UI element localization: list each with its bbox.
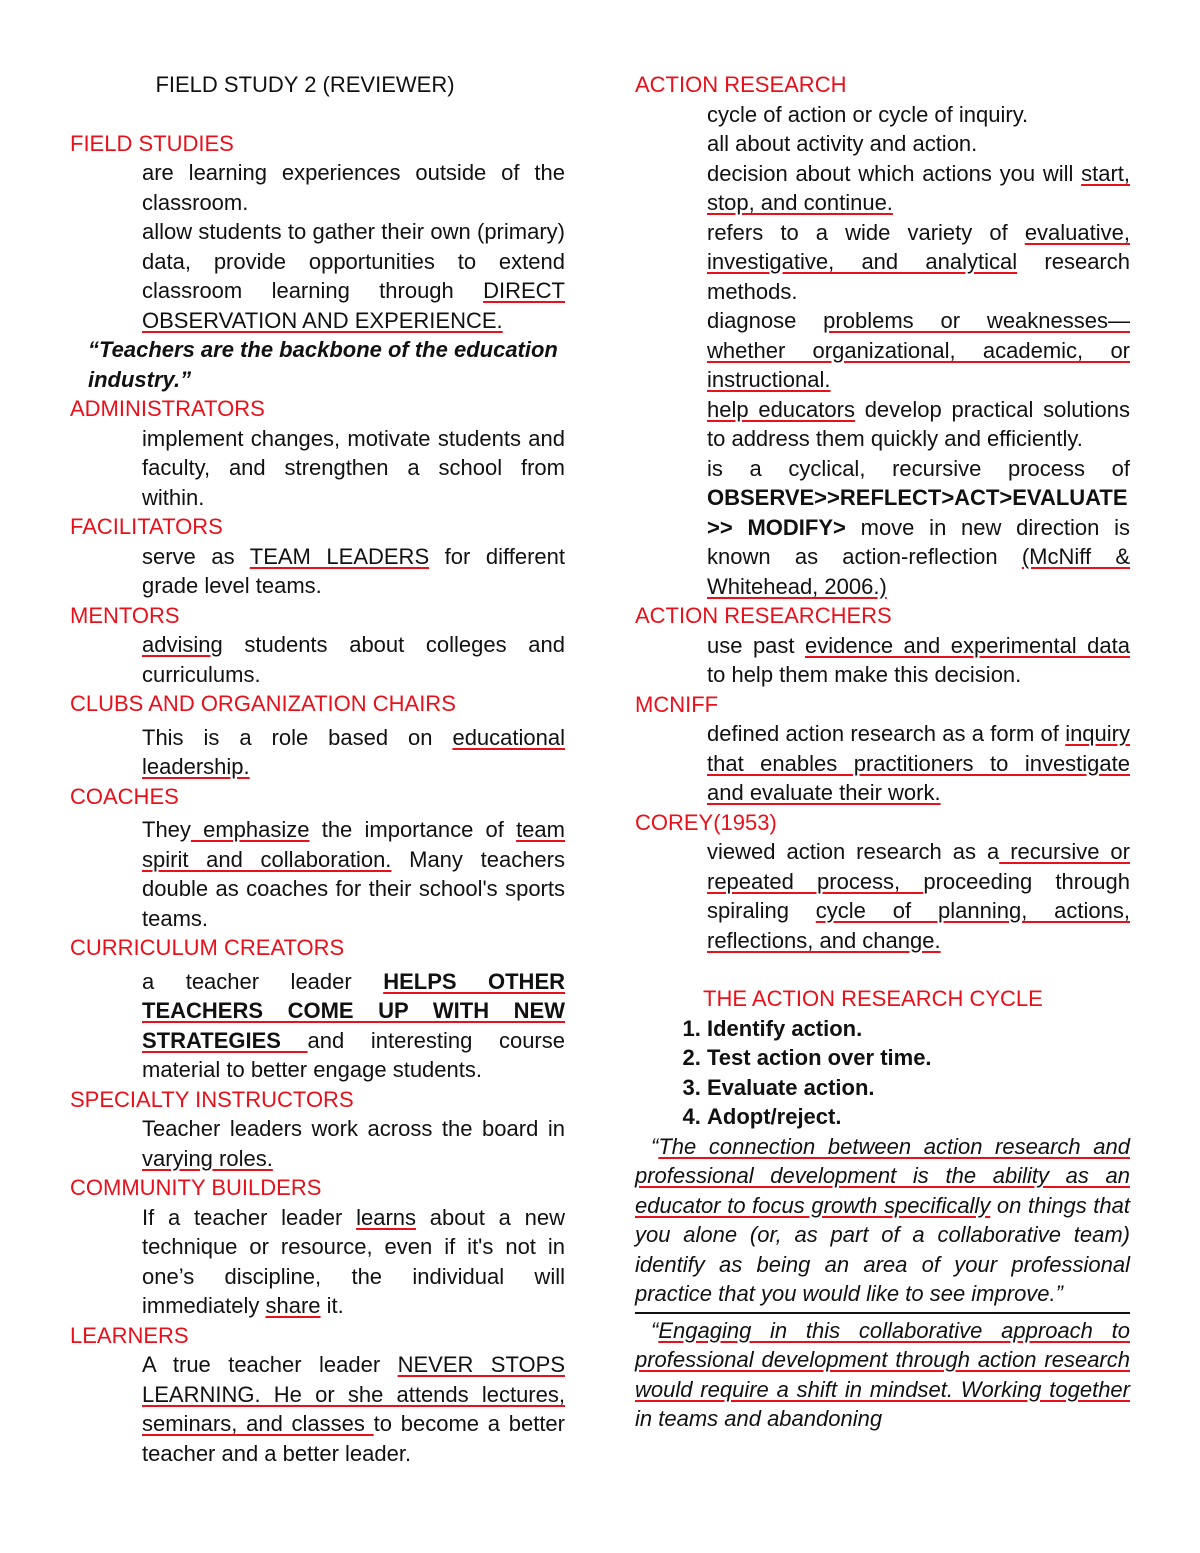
- community-text: If a teacher leader learns about a new technique or resource, even if it's not in one’s discipline, the individual will immediately share it.: [142, 1204, 566, 1318]
- mcniff-text: defined action research as a form of inquiry that enables practitioners to investigate and evaluate their work.: [707, 721, 1130, 805]
- heading-mentors: MENTORS: [70, 602, 180, 628]
- facilitators-text: serve as TEAM LEADERS for different grade level teams.: [142, 543, 565, 598]
- heading-clubs: CLUBS AND ORGANIZATION CHAIRS: [70, 691, 456, 716]
- action-research-l6: help educators develop practical solutions to address them quickly and efficiently.: [707, 396, 1130, 451]
- field-studies-p2: allow students to gather their own (primary) data, provide opportunities to extend classroom learning through DIRECT OBSERVATION AND EXPERIENCE.: [142, 219, 565, 333]
- learners-text: A true teacher leader NEVER STOPS LEARNING. He or she attends lectures, seminars, and classes to become a better teacher and a better leader.: [142, 1352, 565, 1466]
- backbone-quote: “Teachers are the backbone of the education industry.”: [88, 337, 558, 392]
- corey-text: viewed action research as a recursive or repeated process, proceeding through spiraling cycle of planning, actions, reflections, and change.: [707, 839, 1130, 953]
- action-research-l7: is a cyclical, recursive process of OBSERVE>>REFLECT>ACT>EVALUATE>> MODIFY> move in new direction is known as action-reflection (McNiff & Whitehead, 2006.): [707, 455, 1131, 599]
- left-column: [70, 70, 565, 1468]
- heading-coaches: COACHES: [70, 783, 179, 809]
- specialty-text: Teacher leaders work across the board in varying roles.: [142, 1116, 565, 1171]
- field-studies-p1: are learning experiences outside of the classroom.: [142, 160, 565, 215]
- cycle-step: 4. Adopt/reject.: [707, 1102, 1130, 1132]
- connection-quote: “The connection between action research and professional development is the ability as an educator to focus growth specifically on things that you alone (or, as part of a collaborative team) identify as being an area of your professional practice that you would like to see improve.”: [635, 1133, 1130, 1306]
- heading-action-research-cycle: THE ACTION RESEARCH CYCLE: [703, 986, 1043, 1011]
- cycle-steps-list: [635, 1014, 1130, 1132]
- heading-community-builders: COMMUNITY BUILDERS: [70, 1175, 322, 1200]
- mentors-text: advising students about colleges and curriculums.: [142, 632, 565, 687]
- action-research-l2: all about activity and action.: [707, 131, 978, 156]
- engaging-quote: “Engaging in this collaborative approach to professional development through action research would require a shift in mindset. Working together in teams and abandoning: [635, 1317, 1130, 1431]
- action-research-l4: refers to a wide variety of evaluative, investigative, and analytical research methods.: [707, 219, 1130, 304]
- cycle-step: 3. Evaluate action.: [707, 1073, 1130, 1103]
- heading-mcniff: MCNIFF: [635, 691, 719, 717]
- heading-action-researchers: ACTION RESEARCHERS: [635, 603, 892, 628]
- page-title: [70, 70, 565, 100]
- heading-curriculum-creators: CURRICULUM CREATORS: [70, 935, 345, 960]
- heading-facilitators: FACILITATORS: [70, 514, 223, 539]
- action-research-l5: diagnose problems or weaknesses—whether organizational, academic, or instructional.: [707, 308, 1130, 392]
- page-title-text: FIELD STUDY 2 (REVIEWER): [155, 72, 455, 97]
- heading-action-research: ACTION RESEARCH: [635, 72, 847, 97]
- heading-learners: LEARNERS: [70, 1322, 189, 1348]
- coaches-text: They emphasize the importance of team spirit and collaboration. Many teachers double as coaches for their school's sports teams.: [142, 817, 565, 931]
- direct-observation-emphasis: DIRECT OBSERVATION AND EXPERIENCE.: [142, 278, 565, 333]
- heading-administrators: ADMINISTRATORS: [70, 396, 265, 421]
- divider-line: [635, 1312, 1130, 1314]
- cycle-step: 1. Identify action.: [707, 1014, 1130, 1044]
- heading-specialty-instructors: SPECIALTY INSTRUCTORS: [70, 1086, 354, 1112]
- action-research-l3: decision about which actions you will start, stop, and continue.: [707, 160, 1130, 215]
- heading-field-studies: FIELD STUDIES: [70, 130, 234, 156]
- cycle-step: 2. Test action over time.: [707, 1043, 1130, 1073]
- researchers-text: use past evidence and experimental data to help them make this decision.: [707, 632, 1130, 687]
- administrators-text: implement changes, motivate students and faculty, and strengthen a school from within.: [142, 425, 565, 510]
- clubs-text: This is a role based on educational leadership.: [142, 724, 565, 779]
- action-research-l1: cycle of action or cycle of inquiry.: [707, 101, 1029, 127]
- heading-corey: COREY(1953): [635, 809, 777, 835]
- right-column: [635, 70, 1130, 1434]
- curriculum-text: a teacher leader HELPS OTHER TEACHERS COME UP WITH NEW STRATEGIES and interesting course material to better engage students.: [142, 968, 566, 1082]
